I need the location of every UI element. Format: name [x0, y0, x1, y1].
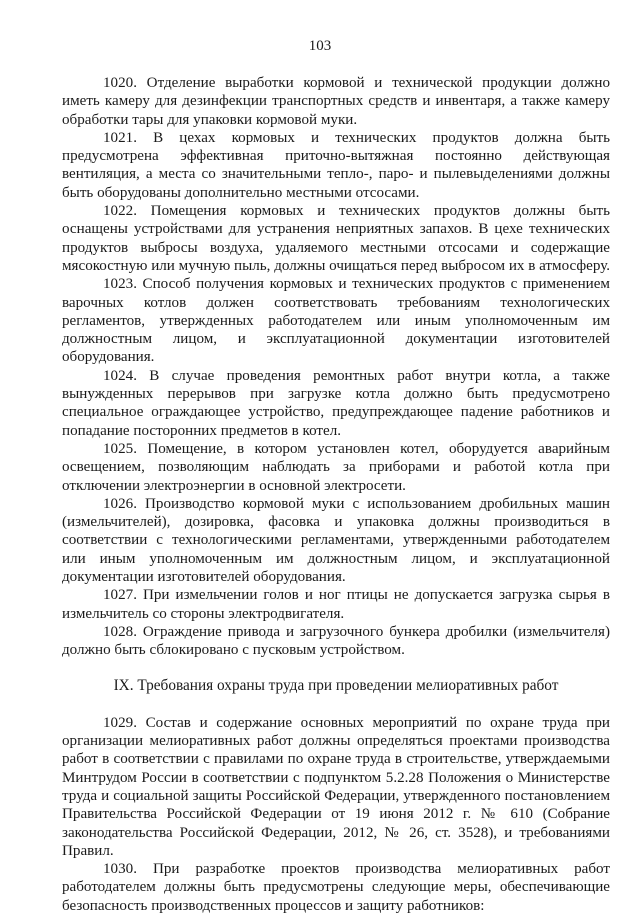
paragraph-1020: 1020. Отделение выработки кормовой и технической продукции должно иметь камеру для дезинфекции транспортных средств и инвентаря, а также камеру обработки тары для упаковки кормовой муки.	[62, 75, 610, 128]
section-heading: IX. Требования охраны труда при проведении мелиоративных работ	[113, 676, 559, 694]
paragraph-1029: 1029. Состав и содержание основных мероприятий по охране труда при организации мелиоративных работ должны определяться проектами производства работ в соответствии с правилами по охране труда в строительстве, утверждаемыми Минтрудом России в соответствии с подпунктом 5.2.28 Положения о Министерстве труда и социальной защиты Российской Федерации, утвержденного постановлением Правительства Российской Федерации от 19 июня 2012 г. № 610 (Собрание законодательства Российской Федерации, 2012, № 26, ст. 3528), и требованиями Правил.	[62, 714, 610, 859]
paragraph-1030: 1030. При разработке проектов производства мелиоративных работ работодателем должны быть предусмотрены следующие меры, обеспечивающие безопасность производственных процессов и защиту работников:	[62, 861, 610, 914]
paragraph-1022: 1022. Помещения кормовых и технических продуктов должны быть оснащены устройствами для устранения неприятных запахов. В цехе технических продуктов выбросы воздуха, удаляемого местными отсосами и содержащие мясокостную или мучную пыль, должны очищаться перед выбросом их в атмосферу.	[62, 203, 611, 274]
paragraph-1023: 1023. Способ получения кормовых и технических продуктов с применением варочных котлов должен соответствовать требованиям технологических регламентов, утвержденных работодателем или иным уполномоченным им должностным лицом, и эксплуатационной документации изготовителей оборудования.	[62, 276, 610, 366]
paragraph-1024: 1024. В случае проведения ремонтных работ внутри котла, а также вынужденных перерывов при загрузке котла должно быть предусмотрено специальное ограждающее устройство, предупреждающее падение работников и попадание посторонних предметов в котел.	[62, 367, 610, 439]
page-number: 103	[308, 38, 332, 54]
document-body	[62, 74, 610, 915]
paragraph-1028: 1028. Ограждение привода и загрузочного бункера дробилки (измельчителя) должно быть сблокировано с пусковым устройством.	[62, 623, 610, 659]
paragraph-1021: 1021. В цехах кормовых и технических продуктов должна быть предусмотрена эффективная приточно-вытяжная постоянно действующая вентиляция, а места со значительными тепло-, паро- и пылевыделениями должны быть оборудованы дополнительно местными отсосами.	[62, 129, 610, 201]
paragraph-1026: 1026. Производство кормовой муки с использованием дробильных машин (измельчителей), дозировка, фасовка и упаковка должны производиться в соответствии с технологическими регламентами, утвержденными работодателем или иным уполномоченным им должностным лицом, и эксплуатационной документации изготовителей оборудования.	[62, 495, 610, 586]
paragraph-1025: 1025. Помещение, в котором установлен котел, оборудуется аварийным освещением, позволяющим наблюдать за приборами и работой котла при отключении электроэнергии в основной электросети.	[62, 440, 610, 494]
paragraph-1027: 1027. При измельчении голов и ног птицы не допускается загрузка сырья в измельчитель со стороны электродвигателя.	[62, 587, 610, 622]
